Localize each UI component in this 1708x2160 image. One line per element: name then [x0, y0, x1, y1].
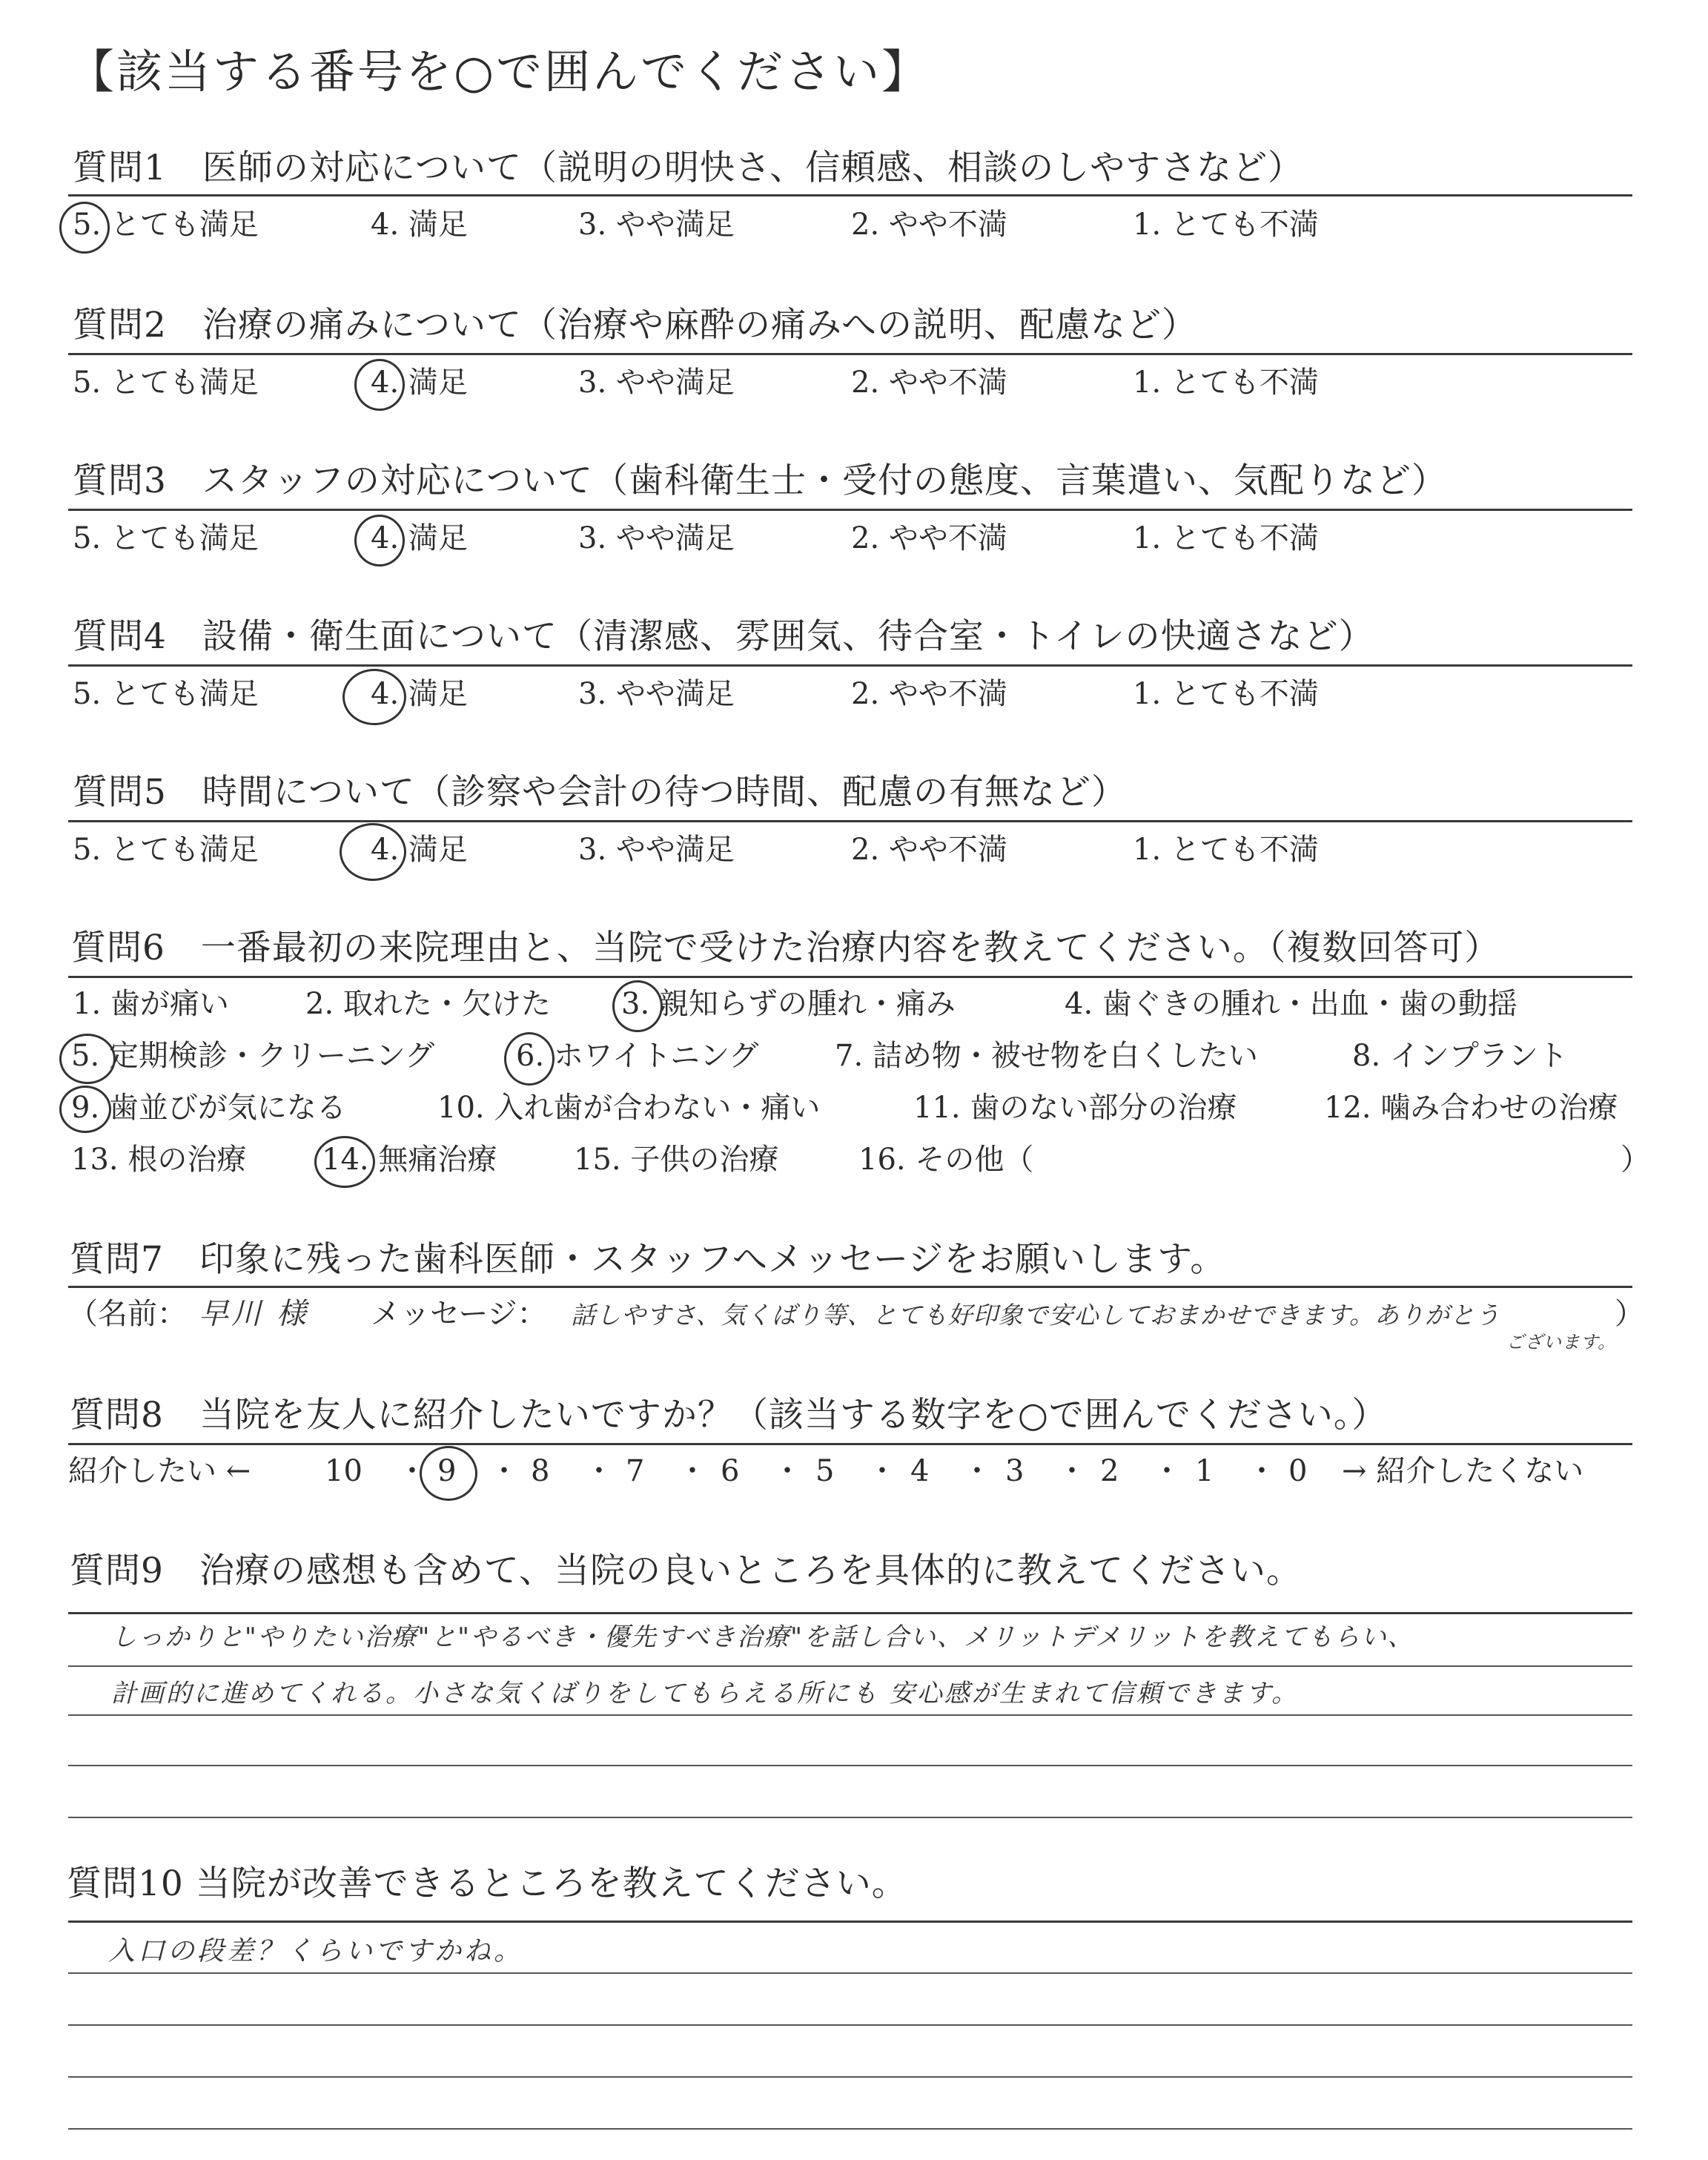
q6-option-2[interactable]: 2. 取れた・欠けた: [305, 987, 551, 1021]
q6-option-1[interactable]: 1. 歯が痛い: [73, 987, 229, 1021]
q6-option-16[interactable]: 16. その他（: [858, 1143, 1034, 1177]
q7-message-continued[interactable]: ございます。: [1506, 1332, 1617, 1353]
q8-left-label: 紹介したい ←: [68, 1454, 251, 1488]
q8-scale-10[interactable]: 10: [325, 1454, 363, 1488]
q6-other-close-paren: ）: [1621, 1143, 1650, 1177]
q4-option-5[interactable]: 5. とても満足: [73, 677, 259, 711]
q8-scale-7[interactable]: 7: [626, 1454, 645, 1488]
q5-option-2[interactable]: 2. やや不満: [851, 833, 1007, 867]
question-9-title: 質問9 治療の感想も含めて、当院の良いところを具体的に教えてください。: [70, 1550, 1302, 1591]
q8-scale-2[interactable]: 2: [1100, 1454, 1119, 1488]
q7-message-label: メッセージ：: [371, 1297, 547, 1331]
answer-line: [68, 1972, 1632, 1974]
question-2-title: 質問2 治療の痛みについて（治療や麻酔の痛みへの説明、配慮など）: [73, 305, 1198, 346]
q8-dot: ・: [1247, 1454, 1277, 1488]
q4-option-4[interactable]: 4. 満足: [371, 677, 468, 711]
q3-option-1[interactable]: 1. とても不満: [1133, 521, 1319, 555]
q4-option-1[interactable]: 1. とても不満: [1133, 677, 1319, 711]
q2-option-3[interactable]: 3. やや満足: [578, 366, 735, 400]
q7-close-paren: ）: [1615, 1297, 1644, 1331]
q8-dot: ・: [1152, 1454, 1182, 1488]
answer-line: [68, 1665, 1632, 1667]
q6-option-10[interactable]: 10. 入れ歯が合わない・痛い: [437, 1091, 821, 1125]
q8-scale-0[interactable]: 0: [1288, 1454, 1308, 1488]
question-4-title: 質問4 設備・衛生面について（清潔感、雰囲気、待合室・トイレの快適さなど）: [73, 616, 1374, 657]
answer-line: [68, 1765, 1632, 1766]
question-10-title: 質問10 当院が改善できるところを教えてください。: [67, 1863, 907, 1904]
q8-dot: ・: [962, 1454, 992, 1488]
q8-dot: ・: [678, 1454, 707, 1488]
divider: [68, 194, 1632, 196]
q3-option-2[interactable]: 2. やや不満: [851, 521, 1007, 555]
q1-option-3[interactable]: 3. やや満足: [578, 208, 735, 242]
q4-option-2[interactable]: 2. やや不満: [851, 677, 1007, 711]
answer-line: [68, 2076, 1632, 2078]
q7-name-value[interactable]: 早川 様: [199, 1297, 309, 1331]
q5-option-1[interactable]: 1. とても不満: [1133, 833, 1319, 867]
divider: [68, 820, 1632, 822]
divider: [68, 509, 1632, 511]
divider: [68, 1612, 1632, 1614]
divider: [68, 976, 1632, 978]
answer-line: [68, 2128, 1632, 2130]
q8-dot: ・: [397, 1454, 427, 1488]
q6-option-9[interactable]: 9. 歯並びが気になる: [71, 1091, 346, 1125]
q6-option-13[interactable]: 13. 根の治療: [71, 1143, 247, 1177]
q8-scale-5[interactable]: 5: [815, 1454, 835, 1488]
divider: [68, 664, 1632, 667]
q8-scale-8[interactable]: 8: [531, 1454, 550, 1488]
q5-option-3[interactable]: 3. やや満足: [578, 833, 735, 867]
q8-scale-9[interactable]: 9: [437, 1454, 457, 1488]
q1-option-2[interactable]: 2. やや不満: [851, 208, 1007, 242]
q8-dot: ・: [489, 1454, 519, 1488]
q4-option-3[interactable]: 3. やや満足: [578, 677, 735, 711]
q6-option-5[interactable]: 5. 定期検診・クリーニング: [71, 1039, 435, 1073]
question-8-title: 質問8 当院を友人に紹介したいですか？（該当する数字を○で囲んでください。）: [70, 1395, 1388, 1436]
q6-option-14[interactable]: 14. 無痛治療: [322, 1143, 497, 1177]
divider: [68, 1920, 1632, 1923]
q5-option-5[interactable]: 5. とても満足: [73, 833, 259, 867]
q5-option-4[interactable]: 4. 満足: [371, 833, 468, 867]
q1-option-4[interactable]: 4. 満足: [371, 208, 468, 242]
question-1-title: 質問1 医師の対応について（説明の明快さ、信頼感、相談のしやすさなど）: [73, 148, 1304, 188]
q8-scale-3[interactable]: 3: [1005, 1454, 1025, 1488]
q8-scale-4[interactable]: 4: [910, 1454, 930, 1488]
question-7-title: 質問7 印象に残った歯科医師・スタッフへメッセージをお願いします。: [70, 1239, 1226, 1280]
q2-option-1[interactable]: 1. とても不満: [1133, 366, 1319, 400]
q6-option-7[interactable]: 7. 詰め物・被せ物を白くしたい: [835, 1039, 1258, 1073]
question-5-title: 質問5 時間について（診察や会計の待つ時間、配慮の有無など）: [73, 772, 1127, 813]
answer-line: [68, 1714, 1632, 1716]
q8-scale-6[interactable]: 6: [721, 1454, 740, 1488]
question-6-title: 質問6 一番最初の来院理由と、当院で受けた治療内容を教えてください。（複数回答可）: [71, 928, 1500, 968]
q3-option-4[interactable]: 4. 満足: [371, 521, 468, 555]
divider: [68, 353, 1632, 355]
q9-answer-line-2[interactable]: 計画的に進めてくれる。小さな気くばりをしてもらえる所にも 安心感が生まれて信頼できます。: [111, 1679, 1300, 1708]
form-header: 【該当する番号を○で囲んでください】: [68, 44, 930, 99]
q6-option-11[interactable]: 11. 歯のない部分の治療: [913, 1091, 1237, 1125]
q8-dot: ・: [1057, 1454, 1087, 1488]
q2-option-2[interactable]: 2. やや不満: [851, 366, 1007, 400]
q10-answer[interactable]: 入口の段差？くらいですかね。: [108, 1936, 524, 1966]
question-3-title: 質問3 スタッフの対応について（歯科衛生士・受付の態度、言葉遣い、気配りなど）: [73, 460, 1447, 501]
answer-line: [68, 1817, 1632, 1818]
q8-dot: ・: [584, 1454, 614, 1488]
divider: [68, 1443, 1632, 1445]
q6-option-12[interactable]: 12. 噛み合わせの治療: [1324, 1091, 1618, 1125]
q2-option-5[interactable]: 5. とても満足: [73, 366, 259, 400]
answer-line: [68, 2024, 1632, 2026]
q8-scale-1[interactable]: 1: [1195, 1454, 1214, 1488]
q6-option-15[interactable]: 15. 子供の治療: [574, 1143, 779, 1177]
divider: [68, 1286, 1632, 1288]
q6-option-6[interactable]: 6. ホワイトニング: [516, 1039, 759, 1073]
q8-right-label: → 紹介したくない: [1342, 1454, 1584, 1488]
q1-option-1[interactable]: 1. とても不満: [1133, 208, 1319, 242]
q6-option-4[interactable]: 4. 歯ぐきの腫れ・出血・歯の動揺: [1065, 987, 1517, 1021]
q8-dot: ・: [867, 1454, 897, 1488]
q3-option-5[interactable]: 5. とても満足: [73, 521, 259, 555]
q1-option-5[interactable]: 5. とても満足: [73, 208, 259, 242]
q7-name-label: （名前：: [68, 1297, 187, 1331]
q3-option-3[interactable]: 3. やや満足: [578, 521, 735, 555]
q6-option-8[interactable]: 8. インプラント: [1352, 1039, 1568, 1073]
q9-answer-line-1[interactable]: しっかりと"やりたい治療"と"やるべき・優先すべき治療"を話し合い、メリットデメリットを教えてもらい、: [111, 1622, 1414, 1652]
q7-message-value[interactable]: 話しやすさ、気くばり等、とても好印象で安心しておまかせできます。ありがとう: [571, 1301, 1501, 1330]
q2-option-4[interactable]: 4. 満足: [371, 366, 468, 400]
q6-option-3[interactable]: 3. 親知らずの腫れ・痛み: [621, 987, 956, 1021]
q8-dot: ・: [772, 1454, 802, 1488]
